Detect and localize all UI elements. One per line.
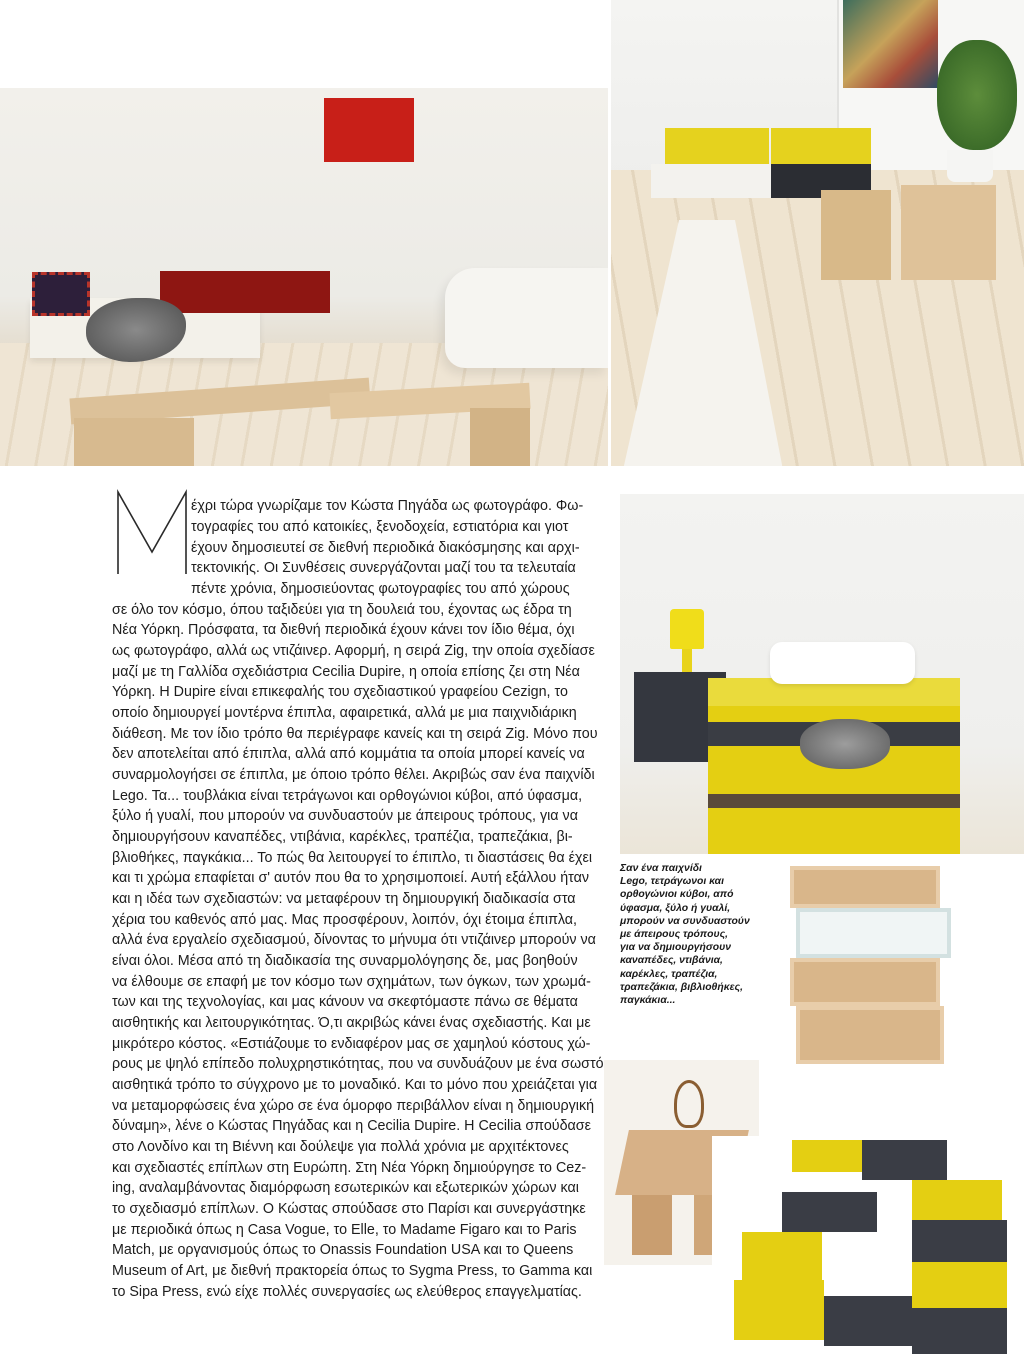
caption-line: μπορούν να συνδυαστούν	[620, 915, 750, 927]
caption-line: ορθογώνιοι κύβοι, από	[620, 889, 734, 901]
article-line: το Sipa Press, ενώ είχε πολλές συνεργασίες ως ελεύθερος επαγγελματίας.	[112, 1284, 582, 1300]
article-line: και τι χρώμα επαφίεται σ' αυτόν που θα το χρησιμοποιεί. Αυτή εξάλλου ήταν	[112, 870, 590, 886]
article-line: των και της τεχνολογίας, και μας κάνουν να σκεφτόμαστε πάνω σε θέματα	[112, 994, 578, 1010]
article-line: τεκτονικής. Οι Συνθέσεις συνεργάζονται μαζί του τα τελευταία	[191, 560, 576, 576]
caption-line: με άπειρους τρόπους,	[620, 929, 729, 941]
article-line: έχρι τώρα γνωρίζαμε τον Κώστα Πηγάδα ως φωτογράφο. Φω-	[191, 498, 584, 514]
caption-line: ύφασμα, ξύλο ή γυαλί,	[620, 902, 731, 914]
red-painting	[324, 98, 414, 162]
plant	[937, 40, 1017, 150]
article-line: πέντε χρόνια, δημοσιεύοντας φωτογραφίες του από χώρους	[191, 581, 570, 597]
article-line: βλιοθήκες, παγκάκια... Το πώς θα λειτουργεί το έπιπλο, τι διαστάσεις θα έχει	[112, 850, 593, 866]
caption-line: καναπέδες, ντιβάνια,	[620, 955, 723, 967]
caption-line: Σαν ένα παιχνίδι	[620, 863, 702, 874]
photo-living-room-wood-benches	[0, 88, 608, 466]
article-line: Match, με οργανισμούς όπως το Onassis Foundation USA και το Queens	[112, 1242, 574, 1258]
article-line: ing, αναλαμβάνοντας διαμόρφωση εσωτερικών και εξωτερικών χώρων και	[112, 1180, 579, 1196]
article-line: οποίο δημιουργεί μοντέρνα έπιπλα, αφαιρετικά, αλλά με μια παιχνιδιάρικη	[112, 705, 577, 721]
article-line: και σχεδιαστές επίπλων στη Ευρώπη. Στη Νέα Υόρκη δημιούργησε το Cez-	[112, 1160, 587, 1176]
article-line: σε όλο τον κόσμο, όπου ταξιδεύει για τη δουλειά του, έχοντας ως έδρα τη	[112, 602, 572, 618]
article-line: στο Λονδίνο και τη Βιέννη και δούλεψε για πολλά χρόνια με αρχιτέκτονες	[112, 1139, 569, 1155]
photo-yellow-grey-cubes	[712, 1136, 1024, 1365]
article-line: μικρότερο κόστος. «Εστιάζουμε το ενδιαφέρον μας σε χαμηλού κόστους χώ-	[112, 1036, 591, 1052]
caption-line: παγκάκια...	[620, 995, 676, 1007]
wall-artwork	[843, 0, 938, 88]
yellow-lamp	[670, 609, 704, 649]
article-line: το σχεδιασμό επίπλων. Ο Κώστας σπούδασε στο Παρίσι και συνεργάστηκε	[112, 1201, 586, 1217]
article-line: διάθεση. Με τον ίδιο τρόπο θα περιέγραφε κανείς και τη σειρά Zig. Μόνο που	[112, 726, 598, 742]
article-line: Museum of Art, με διεθνή πρακτορεία όπως το Sygma Press, το Gamma και	[112, 1263, 593, 1279]
article-line: ρους με ψηλό επίπεδο πολυχρηστικότητας, που να συνδυάζουν με ένα σωστό	[112, 1056, 604, 1072]
patterned-pillow	[32, 272, 90, 316]
photo-bookshelf	[782, 856, 977, 1078]
article-line: δύναμη», λένε ο Κώστας Πηγάδας και η Cecilia Dupire. Η Cecilia σπούδασε	[112, 1118, 592, 1134]
article-line: ως φωτογράφο, αλλά ως ντιζάινερ. Αφορμή, η σειρά Zig, την οποία σχεδίασε	[112, 643, 595, 659]
article-line: να μεταμορφώσεις ένα χώρο σε ένα όμορφο περιβάλλον είναι η δημιουργική	[112, 1098, 595, 1114]
article-line: τογραφίες του από κατοικίες, ξενοδοχεία, εστιατόρια και γιοτ	[191, 519, 569, 535]
caption-line: καρέκλες, τραπέζια,	[620, 968, 718, 980]
article-line: αισθητικά τρόπο το σύγχρονο με το μοναδικό. Και το μόνο που χρειάζεται για	[112, 1077, 598, 1093]
article-line: δεν αποτελείται από έπιπλα, αλλά από κομμάτια τα οποία μπορεί κανείς να	[112, 746, 585, 762]
article-line: αλλά ένα εργαλείο σχεδιασμού, δίνοντας το μήνυμα ότι ντιζάινερ μπορούν να	[112, 932, 596, 948]
sculpture	[674, 1080, 704, 1128]
photo-caption	[620, 862, 766, 1007]
article-line: Νέα Υόρκη. Πρόσφατα, τα διεθνή περιοδικά έχουν κάνει τον ίδιο θέμα, όχι	[112, 622, 575, 638]
article-line: ξύλο ή γυαλί, που μπορούν να συνδυαστούν με άπειρους τρόπους, για να	[112, 808, 578, 824]
article-line: συναρμολογήσει σε έπιπλα, με όποιο τρόπο θέλει. Ακριβώς σαν ένα παιχνίδι	[112, 767, 595, 783]
article-line: αισθητικής και λειτουργικότητας. Ό,τι ακριβώς κάνει ένας σχεδιαστής. Και με	[112, 1015, 591, 1031]
white-pillow	[770, 642, 915, 684]
article-line: Υόρκη. Η Dupire είναι επικεφαλής του σχεδιαστικού γραφείου Cezign, το	[112, 684, 568, 700]
article-line: χέρια του καθενός από μας. Μας προσφέρουν, λοιπόν, όχι έτοιμα έπιπλα,	[112, 912, 578, 928]
drop-cap	[112, 486, 192, 580]
article-line: είναι όλοι. Μέσα από τη διαδικασία της συναρμολόγησης δε, μας βοηθούν	[112, 953, 578, 969]
caption-line: Lego, τετράγωνοι και	[620, 876, 724, 888]
article-line: δημιουργήσουν καναπέδες, ντιβάνια, καρέκλες, τραπέζια, τραπεζάκια, βι-	[112, 829, 573, 845]
article-line: να έλθουμε σε επαφή με τον κόσμο των σχημάτων, των όγκων, των χρωμά-	[112, 974, 591, 990]
caption-line: τραπεζάκια, βιβλιοθήκες,	[620, 981, 743, 993]
article-line: έχουν δημοσιευτεί σε διεθνή περιοδικά διακόσμησης και αρχι-	[191, 540, 580, 556]
caption-line: για να δημιουργήσουν	[620, 942, 732, 954]
article-line: Lego. Τα... τουβλάκια είναι τετράγωνοι και ορθογώνιοι κύβοι, από ύφασμα,	[112, 788, 583, 804]
article-line: και η ιδέα των σχεδιαστών: να μεταφέρουν τη δημιουργική διαδικασία στα	[112, 891, 576, 907]
white-sofa	[445, 268, 608, 368]
article-line: μαζί με τη Γαλλίδα σχεδιάστρια Cecilia Dupire, η οποία επίσης ζει στη Νέα	[112, 664, 580, 680]
photo-living-room-yellow-sofa	[611, 0, 1024, 466]
article-line: με περιοδικά όπως η Casa Vogue, το Elle, το Madame Figaro και το Paris	[112, 1222, 577, 1238]
photo-yellow-bed	[620, 494, 1024, 854]
